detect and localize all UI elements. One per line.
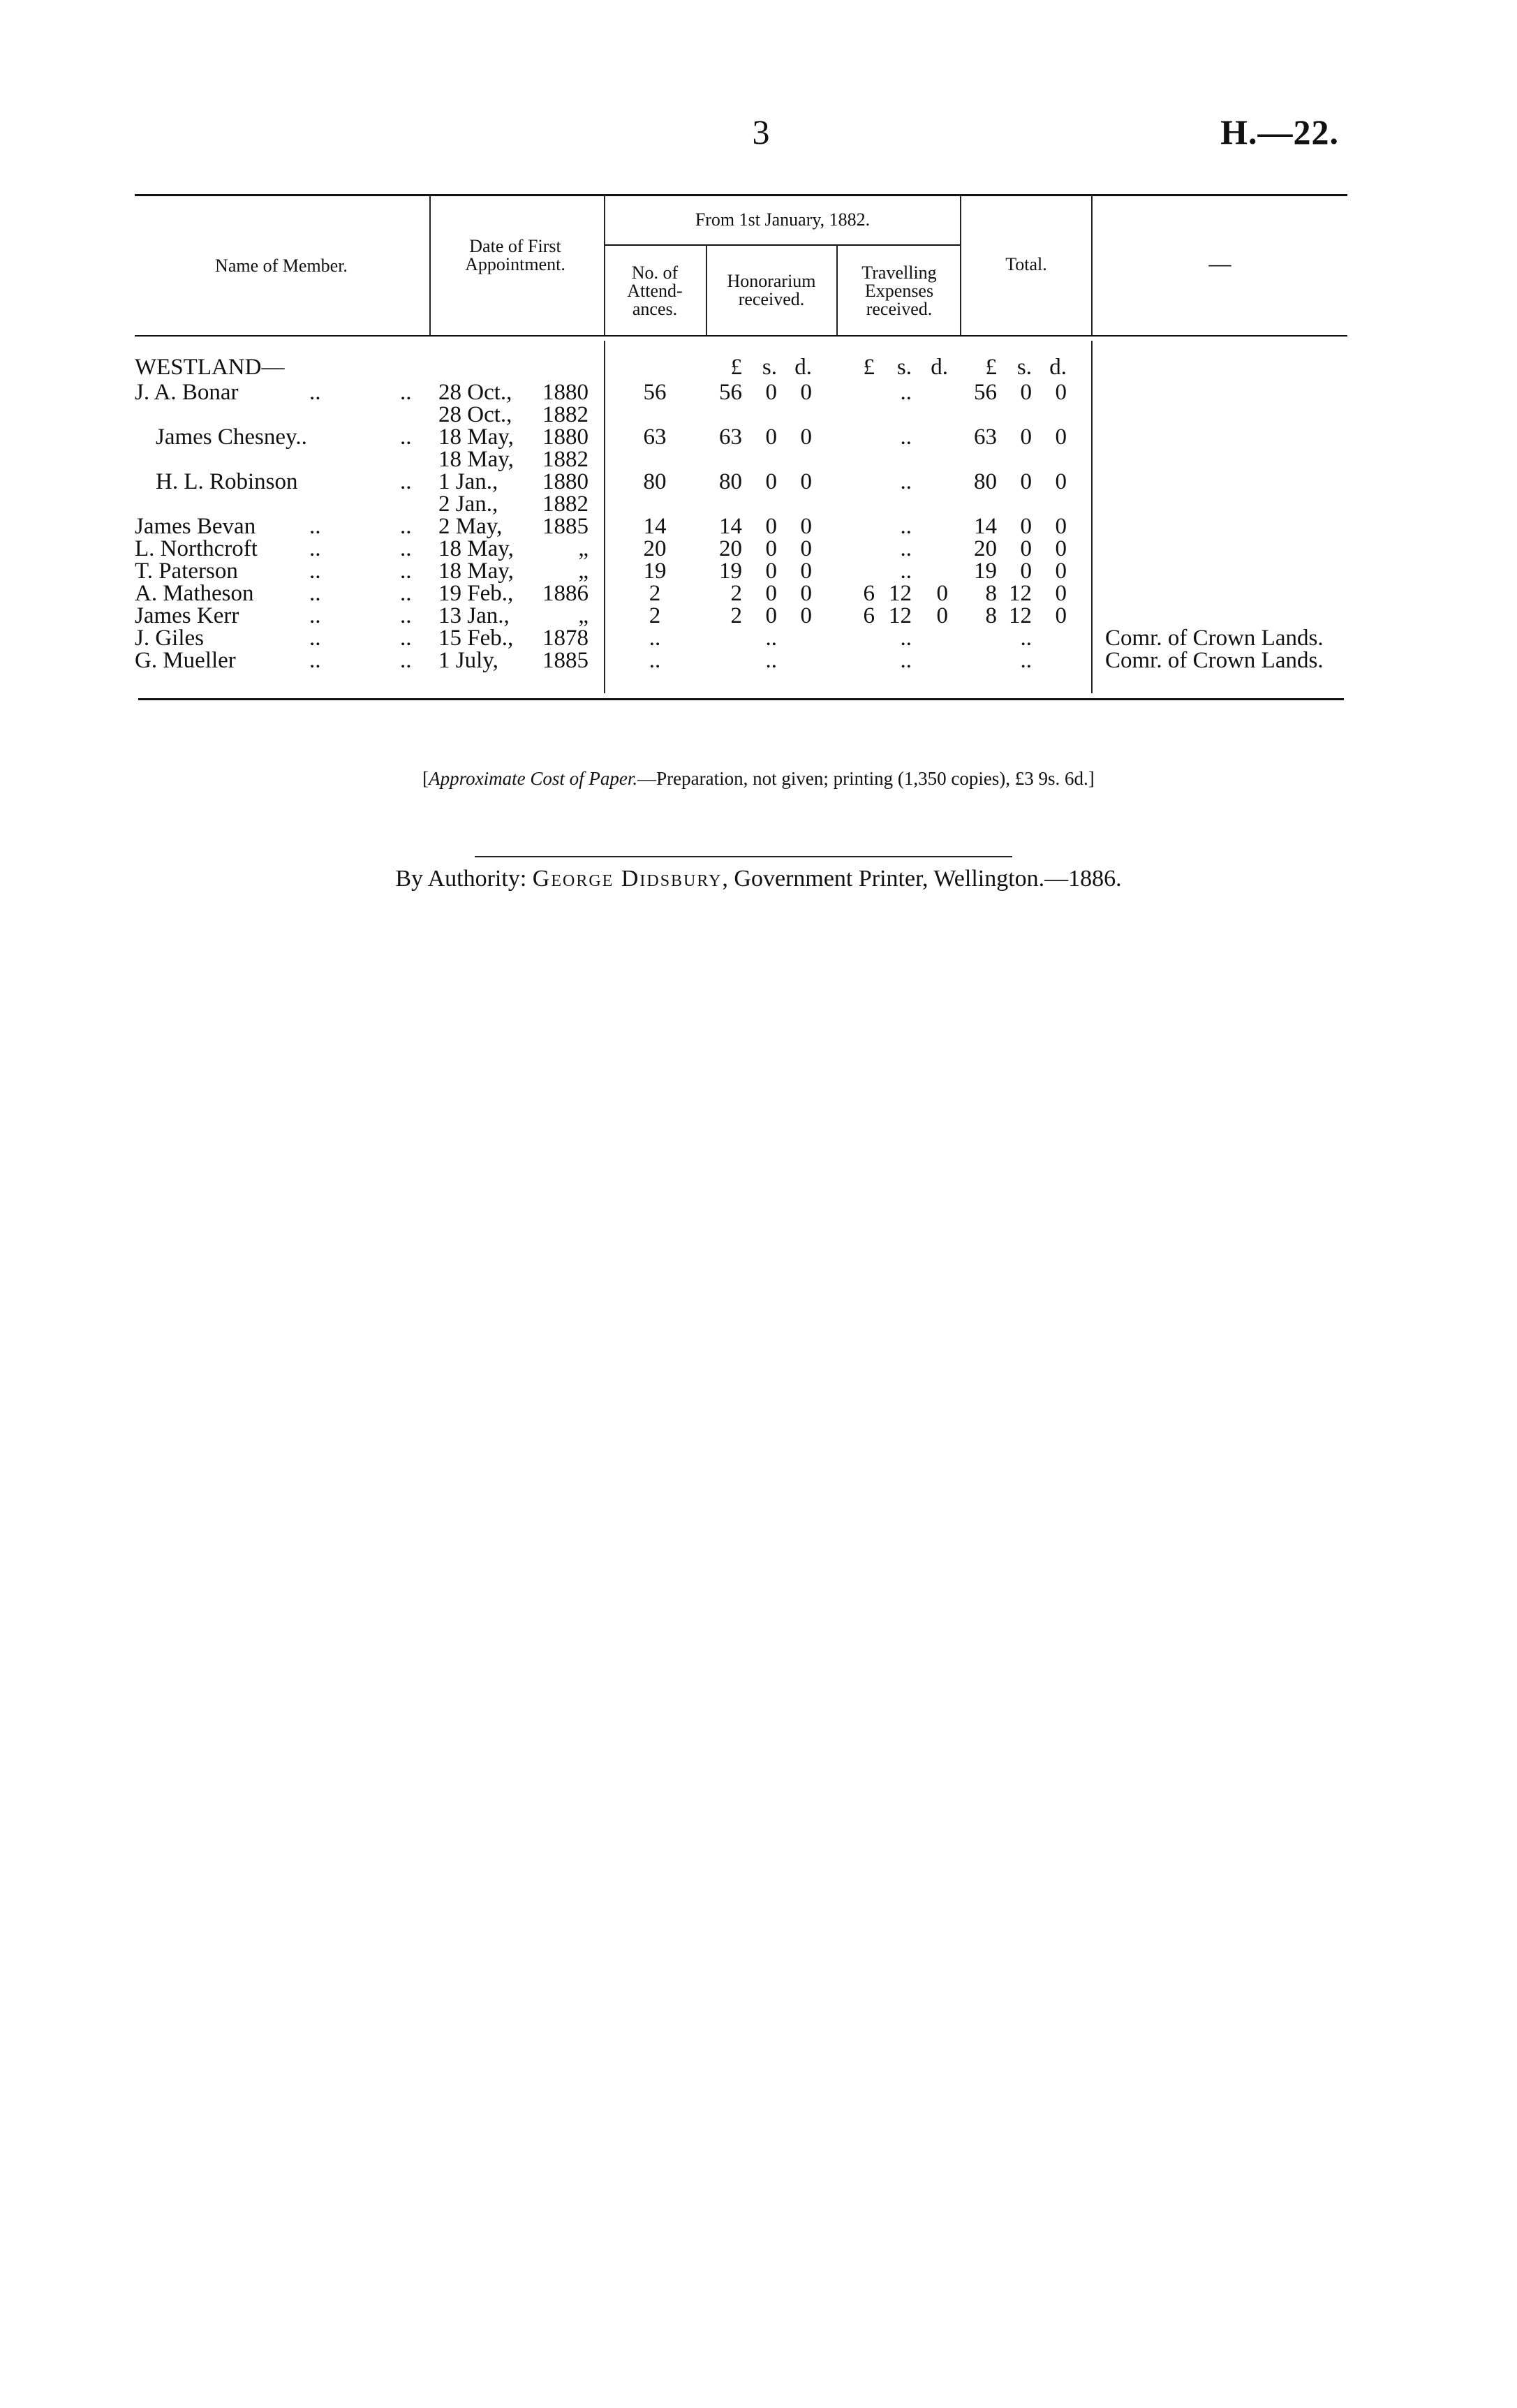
currency-shilling: s.: [896, 355, 912, 380]
travelling-expenses-shillings: 12: [889, 603, 912, 628]
total-pounds: 14: [974, 514, 997, 539]
total-pence: 0: [1055, 380, 1067, 405]
imprint: [0, 866, 1517, 892]
honorarium-nil: ..: [765, 626, 777, 651]
honorarium-pence: 0: [800, 380, 812, 405]
col-divider: [1091, 341, 1093, 693]
total-shillings: 12: [1009, 581, 1032, 606]
appointment-year: 1880: [542, 469, 589, 494]
leader-dots: ..: [309, 559, 321, 584]
cost-footnote: [0, 768, 1517, 790]
appointment-date: 2 Jan.,: [438, 492, 498, 517]
header-honorarium: Honorarium received.: [727, 271, 816, 309]
remark: Comr. of Crown Lands.: [1105, 626, 1324, 651]
appointment-date: 18 May,: [438, 424, 514, 450]
travelling-expenses-nil: ..: [900, 424, 912, 450]
total-nil: ..: [1020, 648, 1032, 673]
leader-dots: ..: [309, 536, 321, 561]
travelling-expenses-nil: ..: [900, 626, 912, 651]
total-nil: ..: [1020, 626, 1032, 651]
total-pounds: 63: [974, 424, 997, 450]
header-total: Total.: [1005, 254, 1047, 274]
leader-dots: ..: [400, 603, 412, 628]
header-remarks: —: [1208, 251, 1231, 276]
attendances: ..: [649, 626, 661, 651]
attendances: 2: [649, 603, 661, 628]
honorarium-shillings: 0: [765, 536, 777, 561]
total-pounds: 20: [974, 536, 997, 561]
attendances: 80: [643, 469, 667, 494]
member-name: J. A. Bonar: [135, 380, 239, 405]
leader-dots: ..: [400, 559, 412, 584]
appointment-date: 15 Feb.,: [438, 626, 514, 651]
footnote-bracket: [: [422, 768, 429, 789]
group-header-rule: [604, 244, 960, 246]
honorarium-pence: 0: [800, 514, 812, 539]
attendances: 14: [643, 514, 667, 539]
col-divider: [836, 244, 838, 335]
total-pounds: 56: [974, 380, 997, 405]
total-shillings: 0: [1020, 559, 1032, 584]
honorarium-pence: 0: [800, 603, 812, 628]
header-attendances: No. of Attend- ances.: [627, 263, 683, 319]
honorarium-pence: 0: [800, 469, 812, 494]
currency-pound: £: [985, 355, 997, 380]
honorarium-shillings: 0: [765, 514, 777, 539]
appointment-date: 18 May,: [438, 536, 514, 561]
footnote-italic: Approximate Cost of Paper.: [429, 768, 638, 789]
travelling-expenses-nil: ..: [900, 514, 912, 539]
appointment-year: „: [578, 559, 589, 584]
leader-dots: ..: [400, 424, 412, 450]
total-pence: 0: [1055, 559, 1067, 584]
total-shillings: 12: [1009, 603, 1032, 628]
total-pence: 0: [1055, 536, 1067, 561]
total-shillings: 0: [1020, 536, 1032, 561]
currency-pence: d.: [931, 355, 948, 380]
header-name-of-member: Name of Member.: [215, 256, 348, 276]
member-name: J. Giles: [135, 626, 204, 651]
member-name: H. L. Robinson: [156, 469, 298, 494]
total-pounds: 8: [985, 581, 997, 606]
leader-dots: ..: [400, 536, 412, 561]
honorarium-pence: 0: [800, 559, 812, 584]
appointment-date: 18 May,: [438, 559, 514, 584]
imprint-printer: George Didsbury: [532, 866, 723, 892]
appointment-year: 1878: [542, 626, 589, 651]
member-name: James Chesney..: [156, 424, 307, 450]
leader-dots: ..: [400, 469, 412, 494]
header-from-1st-january: From 1st January, 1882.: [695, 209, 871, 230]
currency-shilling: s.: [1016, 355, 1032, 380]
honorarium-pence: 0: [800, 536, 812, 561]
attendances: ..: [649, 648, 661, 673]
travelling-expenses-pence: 0: [936, 581, 948, 606]
currency-pence: d.: [794, 355, 812, 380]
currency-pound: £: [730, 355, 742, 380]
travelling-expenses-pence: 0: [936, 603, 948, 628]
appointment-year: 1885: [542, 514, 589, 539]
total-pence: 0: [1055, 469, 1067, 494]
appointment-date: 19 Feb.,: [438, 581, 514, 606]
footnote-text: —Preparation, not given; printing (1,350 copies), £3 9s. 6d.]: [637, 768, 1095, 789]
leader-dots: ..: [400, 648, 412, 673]
travelling-expenses-nil: ..: [900, 380, 912, 405]
appointment-year: 1882: [542, 447, 589, 472]
honorarium-pence: 0: [800, 581, 812, 606]
appointment-date: 28 Oct.,: [438, 402, 512, 427]
honorarium-pence: 0: [800, 424, 812, 450]
honorarium-shillings: 0: [765, 380, 777, 405]
leader-dots: ..: [400, 581, 412, 606]
total-pence: 0: [1055, 514, 1067, 539]
currency-pound: £: [863, 355, 875, 380]
honorarium-pounds: 80: [719, 469, 742, 494]
honorarium-shillings: 0: [765, 424, 777, 450]
imprint-prefix: By Authority:: [395, 866, 533, 892]
imprint-separator: [475, 856, 1012, 857]
attendances: 2: [649, 581, 661, 606]
document-reference: H.—22.: [1220, 112, 1339, 152]
total-pounds: 19: [974, 559, 997, 584]
member-name: James Bevan: [135, 514, 256, 539]
leader-dots: ..: [309, 603, 321, 628]
leader-dots: ..: [400, 514, 412, 539]
appointment-date: 13 Jan.,: [438, 603, 510, 628]
appointment-date: 1 July,: [438, 648, 498, 673]
honorarium-pounds: 19: [719, 559, 742, 584]
attendances: 20: [643, 536, 667, 561]
honorarium-nil: ..: [765, 648, 777, 673]
honorarium-shillings: 0: [765, 603, 777, 628]
total-shillings: 0: [1020, 424, 1032, 450]
honorarium-shillings: 0: [765, 581, 777, 606]
total-shillings: 0: [1020, 469, 1032, 494]
header-bottom-rule: [135, 335, 1347, 337]
honorarium-pounds: 2: [730, 581, 742, 606]
appointment-date: 18 May,: [438, 447, 514, 472]
appointment-year: 1886: [542, 581, 589, 606]
currency-pence: d.: [1049, 355, 1067, 380]
imprint-suffix: , Government Printer, Wellington.—1886.: [722, 866, 1122, 892]
honorarium-shillings: 0: [765, 559, 777, 584]
leader-dots: ..: [309, 648, 321, 673]
total-pence: 0: [1055, 581, 1067, 606]
leader-dots: ..: [400, 380, 412, 405]
appointment-year: „: [578, 536, 589, 561]
honorarium-pounds: 2: [730, 603, 742, 628]
member-name: L. Northcroft: [135, 536, 258, 561]
header-travelling-expenses: Travelling Expenses received.: [861, 263, 937, 319]
travelling-expenses-nil: ..: [900, 536, 912, 561]
total-shillings: 0: [1020, 514, 1032, 539]
total-pounds: 80: [974, 469, 997, 494]
table-bottom-rule: [138, 698, 1344, 700]
col-divider: [706, 244, 707, 335]
total-pounds: 8: [985, 603, 997, 628]
attendances: 56: [643, 380, 667, 405]
travelling-expenses-nil: ..: [900, 559, 912, 584]
appointment-year: 1880: [542, 424, 589, 450]
total-pence: 0: [1055, 424, 1067, 450]
total-pence: 0: [1055, 603, 1067, 628]
leader-dots: ..: [309, 581, 321, 606]
leader-dots: ..: [309, 380, 321, 405]
appointment-year: 1885: [542, 648, 589, 673]
attendances: 19: [643, 559, 667, 584]
leader-dots: ..: [400, 626, 412, 651]
member-name: James Kerr: [135, 603, 239, 628]
appointment-year: 1880: [542, 380, 589, 405]
honorarium-pounds: 63: [719, 424, 742, 450]
travelling-expenses-nil: ..: [900, 469, 912, 494]
leader-dots: ..: [309, 514, 321, 539]
appointment-year: „: [578, 603, 589, 628]
appointment-date: 2 May,: [438, 514, 503, 539]
members-table: [135, 194, 1347, 707]
section-heading: WESTLAND—: [135, 355, 285, 380]
honorarium-shillings: 0: [765, 469, 777, 494]
member-name: T. Paterson: [135, 559, 238, 584]
appointment-year: 1882: [542, 492, 589, 517]
appointment-date: 1 Jan.,: [438, 469, 498, 494]
col-divider: [604, 341, 605, 693]
table-top-rule: [135, 194, 1347, 196]
travelling-expenses-shillings: 12: [889, 581, 912, 606]
honorarium-pounds: 56: [719, 380, 742, 405]
remark: Comr. of Crown Lands.: [1105, 648, 1324, 673]
travelling-expenses-pounds: 6: [863, 603, 875, 628]
travelling-expenses-nil: ..: [900, 648, 912, 673]
member-name: A. Matheson: [135, 581, 254, 606]
header-date-of-appointment: Date of First Appointment.: [465, 236, 565, 274]
page-number: 3: [752, 112, 770, 152]
appointment-date: 28 Oct.,: [438, 380, 512, 405]
travelling-expenses-pounds: 6: [863, 581, 875, 606]
member-name: G. Mueller: [135, 648, 236, 673]
currency-shilling: s.: [762, 355, 777, 380]
col-divider: [429, 194, 431, 335]
attendances: 63: [643, 424, 667, 450]
honorarium-pounds: 20: [719, 536, 742, 561]
total-shillings: 0: [1020, 380, 1032, 405]
leader-dots: ..: [309, 626, 321, 651]
honorarium-pounds: 14: [719, 514, 742, 539]
appointment-year: 1882: [542, 402, 589, 427]
